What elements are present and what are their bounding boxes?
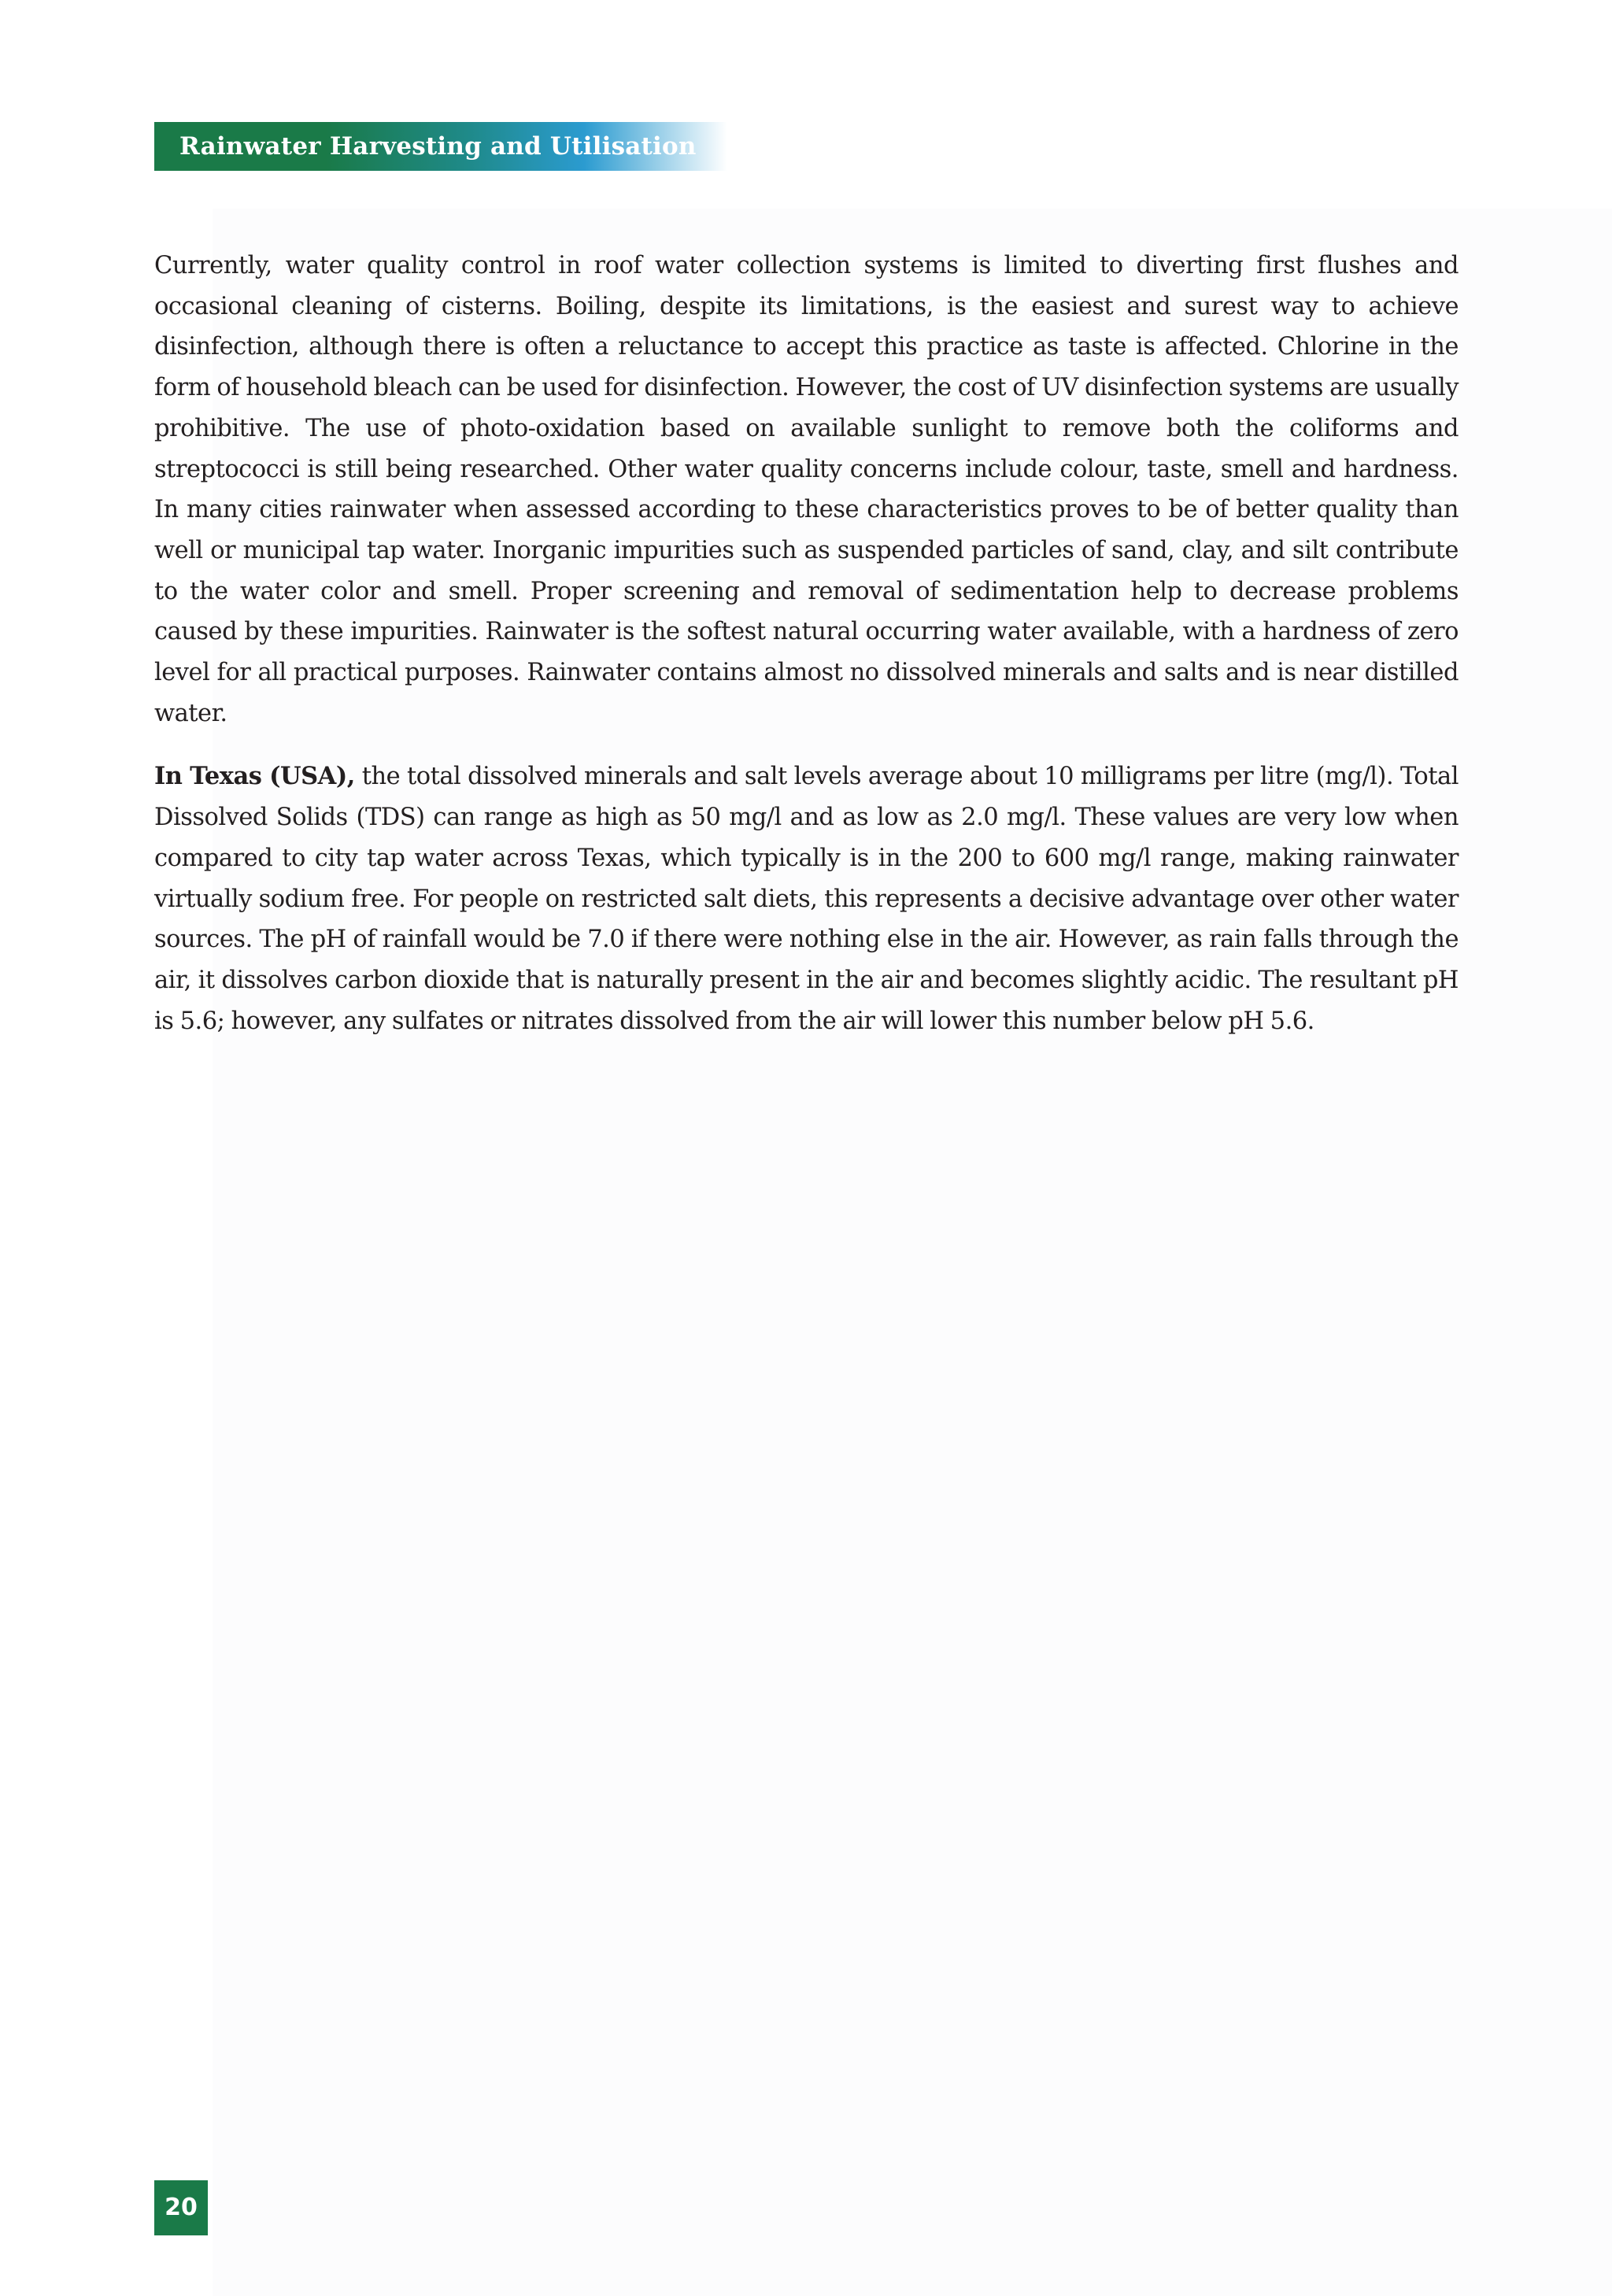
paragraph: [154, 246, 1459, 734]
header-title: Rainwater Harvesting and Utilisation: [179, 132, 697, 161]
body-text: [154, 246, 1459, 1064]
page-number: 20: [154, 2180, 208, 2235]
paragraph-lead: In Texas (USA),: [154, 762, 355, 791]
running-header: [154, 122, 727, 171]
paragraph-text: the total dissolved minerals and salt levels average about 10 milligrams per litre (mg/l). Total Dissolved Solids (TDS) can range as high as 50 mg/l and as low as 2.0 mg/l. These values are very low when compared to city tap water across Texas, which typically is in the 200 to 600 mg/l range, making rainwater virtually sodium free. For people on restricted salt diets, this represents a decisive advantage over other water sources. The pH of rainfall would be 7.0 if there were nothing else in the air. However, as rain falls through the air, it dissolves carbon dioxide that is naturally present in the air and becomes slightly acidic. The resultant pH is 5.6; however, any sulfates or nitrates dissolved from the air will lower this number below pH 5.6.: [154, 763, 1459, 1035]
paragraph: [154, 756, 1459, 1041]
paragraph-text: Currently, water quality control in roof water collection systems is limited to diverting first flushes and occasional cleaning of cisterns. Boiling, despite its limitations, is the easiest and surest way to achieve disinfection, although there is often a reluctance to accept this practice as taste is affected. Chlorine in the form of household bleach can be used for disinfection. However, the cost of UV disinfection systems are usually prohibitive. The use of photo-oxidation based on available sunlight to remove both the coliforms and streptococci is still being researched. Other water quality concerns include colour, taste, smell and hardness. In many cities rainwater when assessed according to these characteristics proves to be of better quality than well or municipal tap water. Inorganic impurities such as suspended particles of sand, clay, and silt contribute to the water color and smell. Proper screening and removal of sedimentation help to decrease problems caused by these impurities. Rainwater is the softest natural occurring water available, with a hardness of zero level for all practical purposes. Rainwater contains almost no dissolved minerals and salts and is near distilled water.: [154, 252, 1459, 727]
